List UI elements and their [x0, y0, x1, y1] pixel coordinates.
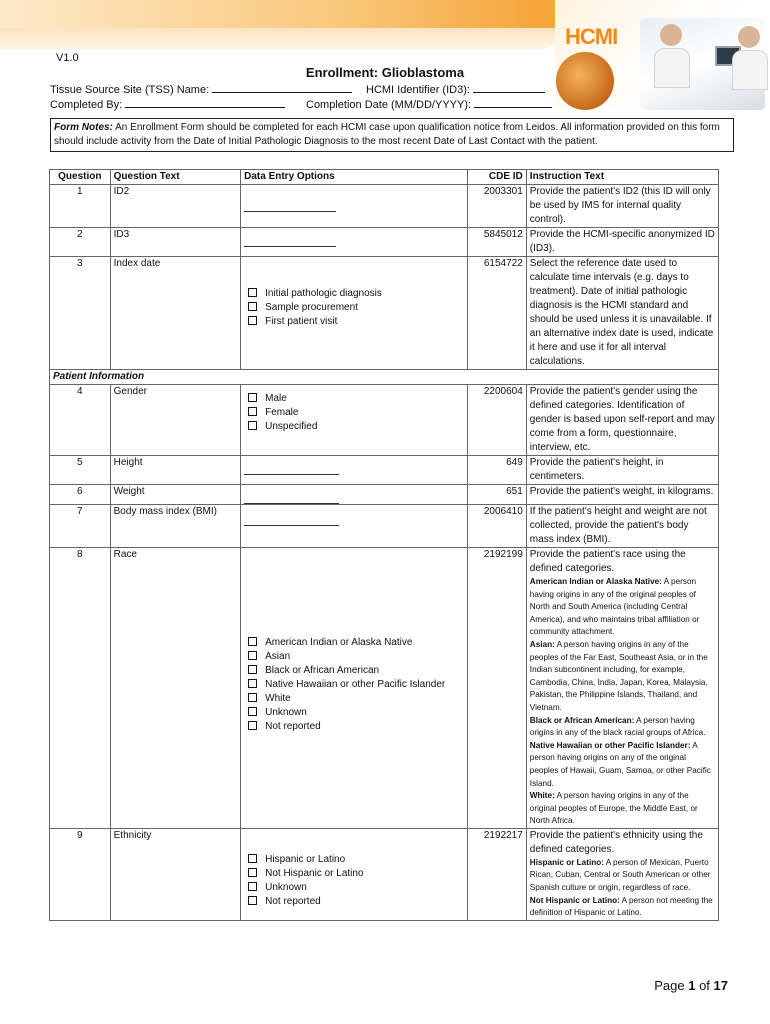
question-number: 9 [50, 828, 111, 920]
question-text: ID2 [110, 185, 241, 228]
tss-name-label: Tissue Source Site (TSS) Name: [50, 84, 213, 96]
instruction-text: If the patient's height and weight are not collected, provide the patient's body mass index (BMI). [526, 505, 718, 548]
col-question: Question [50, 170, 111, 185]
instruction-text: Provide the patient's ID2 (this ID will only be used by IMS for internal quality control). [526, 185, 718, 228]
checkbox-icon[interactable] [248, 721, 257, 730]
definition-item: American Indian or Alaska Native: A person having origins in any of the original peoples of North and South America (including Central America), and who maintains tribal affiliation or community attachment. [529, 577, 700, 637]
definition-item: Asian: A person having origins in any of the peoples of the Far East, Southeast Asia, or in the Indian subcontinent including, for example, Cambodia, China, India, Japan, Korea, Malaysia, Pakistan, the Philippine Islands, Thailand, and Vietnam. [529, 639, 708, 712]
checkbox-icon[interactable] [248, 868, 257, 877]
form-title: Enrollment: Glioblastoma [305, 65, 465, 80]
question-text: Height [110, 456, 241, 485]
instruction-text: Provide the patient's height, in centimeters. [526, 456, 718, 485]
scientist-head-2 [738, 26, 760, 48]
table-row [50, 456, 719, 485]
option-asian[interactable]: Asian [244, 650, 464, 664]
cde-id: 2192217 [468, 828, 527, 920]
id2-input-line[interactable] [244, 211, 336, 212]
instruction-text: Select the reference date used to calculate time intervals (e.g. days to treatment). Date of initial pathologic diagnosis is the HCMI standard and should be used unless it is unavailable. If an alternative index date is used, indicate it here and use it for all interval calculations. [526, 257, 718, 370]
col-instruction: Instruction Text [526, 170, 718, 185]
checkbox-icon[interactable] [248, 665, 257, 674]
completed-by-line[interactable] [125, 96, 285, 108]
instruction-text: Provide the patient's ethnicity using the defined categories. [529, 829, 703, 855]
version-label: V1.0 [56, 52, 79, 64]
checkbox-icon[interactable] [248, 679, 257, 688]
question-text: Weight [110, 485, 241, 505]
instruction-cell [526, 828, 718, 920]
question-text: Index date [110, 257, 241, 370]
form-notes-label: Form Notes: [54, 122, 113, 133]
definition-item: Not Hispanic or Latino: A person not meeting the definition of Hispanic or Latino. [529, 895, 713, 918]
table-row [50, 385, 719, 456]
hcmi-id-label: HCMI Identifier (ID3): [366, 84, 473, 96]
option-not-reported[interactable]: Not reported [244, 895, 464, 909]
weight-entry[interactable] [241, 485, 468, 505]
index-date-options [241, 257, 468, 370]
option-sample-procurement[interactable]: Sample procurement [244, 301, 464, 315]
completion-date-line[interactable] [474, 96, 552, 108]
option-unspecified[interactable]: Unspecified [244, 420, 464, 434]
completed-by-field[interactable] [50, 96, 285, 111]
question-number: 2 [50, 228, 111, 257]
banner-light-band [0, 28, 560, 50]
checkbox-icon[interactable] [248, 637, 257, 646]
bmi-input-line[interactable] [244, 525, 339, 526]
checkbox-icon[interactable] [248, 854, 257, 863]
definition-item: White: A person having origins in any of the original peoples of Europe, the Middle East, or North Africa. [529, 791, 698, 826]
table-row [50, 505, 719, 548]
question-number: 6 [50, 485, 111, 505]
bmi-entry[interactable] [241, 505, 468, 548]
option-american-indian[interactable]: American Indian or Alaska Native [244, 636, 464, 650]
cde-id: 2003301 [468, 185, 527, 228]
page-number: Page 1 of 17 [654, 978, 728, 993]
checkbox-icon[interactable] [248, 302, 257, 311]
checkbox-icon[interactable] [248, 288, 257, 297]
cde-id: 651 [468, 485, 527, 505]
checkbox-icon[interactable] [248, 882, 257, 891]
ethnicity-definitions [530, 857, 715, 920]
cell-image [556, 52, 614, 110]
question-text: Ethnicity [110, 828, 241, 920]
question-text: Race [110, 548, 241, 829]
section-row [50, 370, 719, 385]
option-unknown[interactable]: Unknown [244, 881, 464, 895]
scientist-head-1 [660, 24, 682, 46]
lab-photo [640, 18, 765, 110]
completion-date-label: Completion Date (MM/DD/YYYY): [306, 99, 475, 111]
option-male[interactable]: Male [244, 392, 464, 406]
checkbox-icon[interactable] [248, 896, 257, 905]
definition-item: Hispanic or Latino: A person of Mexican, Puerto Rican, Cuban, Central or South American or other Spanish culture or origin, regardless of race. [529, 857, 711, 893]
option-not-hispanic[interactable]: Not Hispanic or Latino [244, 867, 464, 881]
cde-id: 649 [468, 456, 527, 485]
question-number: 5 [50, 456, 111, 485]
question-text: ID3 [110, 228, 241, 257]
ethnicity-options [241, 828, 468, 920]
form-notes [50, 118, 734, 152]
table-row [50, 228, 719, 257]
id2-entry[interactable] [241, 185, 468, 228]
checkbox-icon[interactable] [248, 393, 257, 402]
definition-item: Native Hawaiian or other Pacific Islander: A person having origins on any of the original peoples of Hawaii, Guam, Samoa, or other Pacific Island. [529, 740, 711, 788]
tss-name-line[interactable] [212, 81, 352, 93]
option-pacific-islander[interactable]: Native Hawaiian or other Pacific Islander [244, 678, 464, 692]
question-text: Body mass index (BMI) [110, 505, 241, 548]
question-number: 8 [50, 548, 111, 829]
checkbox-icon[interactable] [248, 407, 257, 416]
table-row [50, 828, 719, 920]
height-input-line[interactable] [244, 474, 339, 475]
instruction-text: Provide the patient's gender using the defined categories. Identification of gender is based upon self-report and may come from a form, questionnaire, interview, etc. [526, 385, 718, 456]
question-number: 3 [50, 257, 111, 370]
completion-date-field[interactable] [306, 96, 552, 111]
hcmi-logo: HCMI [565, 24, 618, 49]
checkbox-icon[interactable] [248, 693, 257, 702]
option-hispanic[interactable]: Hispanic or Latino [244, 853, 464, 867]
definition-item: Black or African American: A person having origins in any of the black racial groups of Africa. [529, 715, 706, 738]
col-cde-id: CDE ID [468, 170, 527, 185]
hcmi-id-field[interactable] [366, 81, 545, 96]
table-row [50, 257, 719, 370]
option-black[interactable]: Black or African American [244, 664, 464, 678]
option-white[interactable]: White [244, 692, 464, 706]
table-header [50, 170, 719, 185]
cde-id: 2192199 [468, 548, 527, 829]
checkbox-icon[interactable] [248, 651, 257, 660]
option-first-visit[interactable]: First patient visit [244, 315, 464, 329]
question-number: 4 [50, 385, 111, 456]
cde-id: 6154722 [468, 257, 527, 370]
section-patient-information: Patient Information [50, 370, 719, 385]
question-number: 1 [50, 185, 111, 228]
question-number: 7 [50, 505, 111, 548]
table-row [50, 185, 719, 228]
tss-name-field[interactable] [50, 81, 352, 96]
table-row [50, 548, 719, 829]
race-definitions [530, 576, 715, 828]
instruction-text: Provide the HCMI-specific anonymized ID (ID3). [526, 228, 718, 257]
instruction-text: Provide the patient's weight, in kilograms. [526, 485, 718, 505]
enrollment-table [49, 169, 719, 921]
col-question-text: Question Text [110, 170, 241, 185]
instruction-text: Provide the patient's race using the defined categories. [529, 549, 686, 574]
completed-by-label: Completed By: [50, 99, 126, 111]
option-not-reported[interactable]: Not reported [244, 720, 464, 734]
option-female[interactable]: Female [244, 406, 464, 420]
gender-options [241, 385, 468, 456]
col-data-entry: Data Entry Options [241, 170, 468, 185]
option-initial-diagnosis[interactable]: Initial pathologic diagnosis [244, 287, 464, 301]
cde-id: 2200604 [468, 385, 527, 456]
checkbox-icon[interactable] [248, 707, 257, 716]
hcmi-id-line[interactable] [473, 81, 545, 93]
table-row [50, 485, 719, 505]
instruction-cell [526, 548, 718, 829]
checkbox-icon[interactable] [248, 316, 257, 325]
cde-id: 5845012 [468, 228, 527, 257]
form-notes-text: An Enrollment Form should be completed for each HCMI case upon qualification notice from Leidos. All information provided on this form should include activity from the Date of Initial Pathologic Diagnosis to the most recent Date of Last Contact with the patient. [54, 122, 720, 147]
id3-entry[interactable] [241, 228, 468, 257]
cde-id: 2006410 [468, 505, 527, 548]
race-options [241, 548, 468, 829]
height-entry[interactable] [241, 456, 468, 485]
option-unknown[interactable]: Unknown [244, 706, 464, 720]
checkbox-icon[interactable] [248, 421, 257, 430]
id3-input-line[interactable] [244, 246, 336, 247]
question-text: Gender [110, 385, 241, 456]
